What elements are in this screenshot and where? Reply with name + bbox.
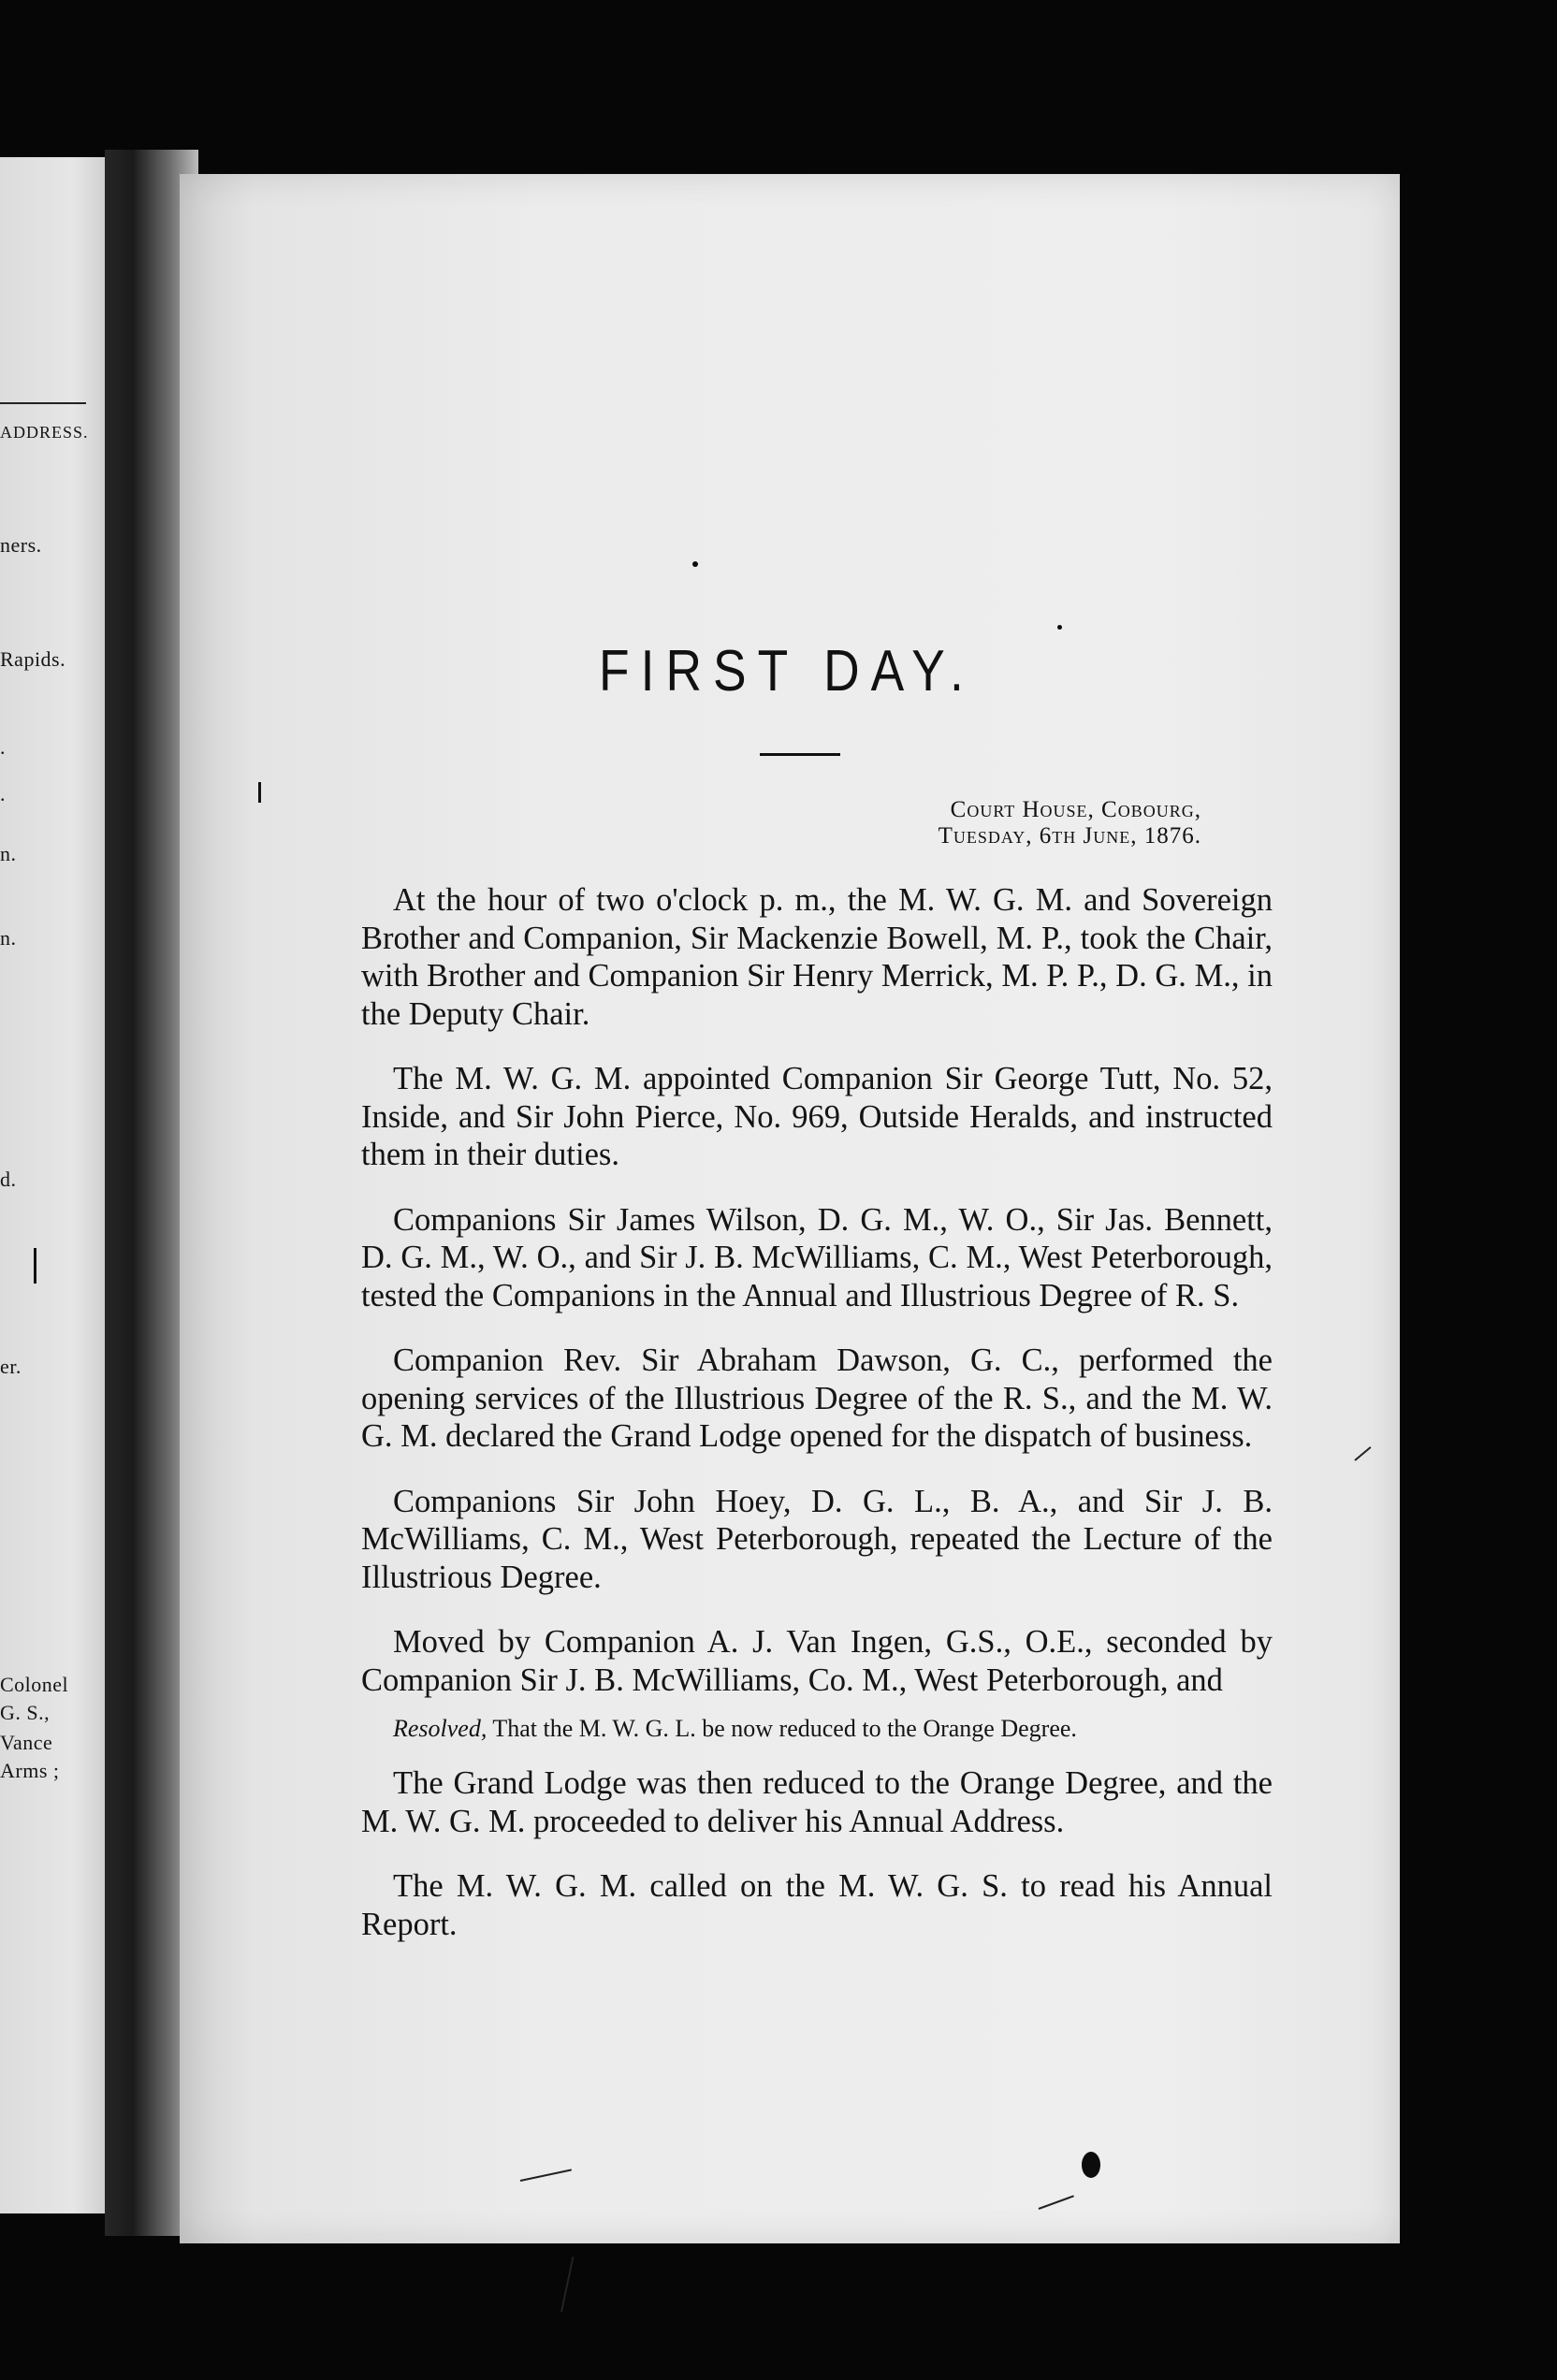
- resolved-text: That the M. W. G. L. be now reduced to the Orange Degree.: [492, 1715, 1077, 1742]
- paragraph-opening-services: Companion Rev. Sir Abraham Dawson, G. C., performed the opening services of the Illustrious Degree of the R. S., and the M. W. G. M. declared the Grand Lodge opened for the dispatch of business.: [361, 1342, 1273, 1454]
- margin-mark: [258, 782, 265, 803]
- left-fragment-gs: G. S.,: [0, 1701, 51, 1724]
- resolved-label: Resolved,: [393, 1715, 487, 1742]
- left-fragment-dot-1: .: [0, 735, 6, 759]
- ink-speck: [1057, 625, 1062, 630]
- dateline-date: Tuesday, 6th June, 1876.: [938, 823, 1201, 849]
- left-fragment-colonel: Colonel: [0, 1673, 69, 1696]
- left-fragment-ners: ners.: [0, 533, 42, 557]
- page-title: FIRST DAY.: [599, 639, 975, 704]
- ink-speck: [692, 561, 698, 567]
- paragraph-opening: At the hour of two o'clock p. m., the M. W. G. M. and Sovereign Brother and Companion, Sir Mackenzie Bowell, M. P., took the Chair, with Brother and Companion Sir Henry Merrick, M. P. P., D. G. M., in the Deputy Chair.: [361, 882, 1273, 1032]
- dateline-place: Court House, Cobourg,: [950, 797, 1201, 822]
- paragraph-heralds: The M. W. G. M. appointed Companion Sir George Tutt, No. 52, Inside, and Sir John Pierce, No. 969, Outside Heralds, and instructed them in their duties.: [361, 1061, 1273, 1172]
- left-fragment-address: ADDRESS.: [0, 423, 89, 442]
- paragraph-motion: Moved by Companion A. J. Van Ingen, G.S., O.E., seconded by Companion Sir J. B. McWilliams, Co. M., West Peterborough, and: [361, 1624, 1273, 1698]
- left-fragment-d: d.: [0, 1168, 17, 1191]
- paragraph-testing: Companions Sir James Wilson, D. G. M., W. O., Sir Jas. Bennett, D. G. M., W. O., and Sir J. B. McWilliams, C. M., West Peterborough, tested the Companions in the Annual and Illustrious Degree of R. S.: [361, 1201, 1273, 1313]
- paragraph-lecture: Companions Sir John Hoey, D. G. L., B. A., and Sir J. B. McWilliams, C. M., West Peterborough, repeated the Lecture of the Illustrious Degree.: [361, 1483, 1273, 1595]
- left-fragment-vance: Vance: [0, 1731, 53, 1754]
- left-fragment-dot-2: .: [0, 782, 6, 805]
- title-rule: [760, 753, 840, 756]
- left-fragment-er: er.: [0, 1355, 22, 1378]
- paragraph-orange-degree: The Grand Lodge was then reduced to the Orange Degree, and the M. W. G. M. proceeded to deliver his Annual Address.: [361, 1765, 1273, 1839]
- minutes-body: [361, 881, 1273, 1970]
- left-fragment-arms: Arms ;: [0, 1759, 60, 1782]
- left-fragment-n-1: n.: [0, 842, 17, 865]
- left-fragment-rapids: Rapids.: [0, 647, 66, 671]
- left-page-rule: [0, 402, 86, 404]
- left-fragment-n-2: n.: [0, 926, 17, 950]
- paragraph-resolved: [361, 1712, 1273, 1746]
- paragraph-annual-report: The M. W. G. M. called on the M. W. G. S. to read his Annual Report.: [361, 1868, 1273, 1942]
- ink-blot: [1082, 2152, 1100, 2178]
- left-page-mark: [34, 1248, 36, 1284]
